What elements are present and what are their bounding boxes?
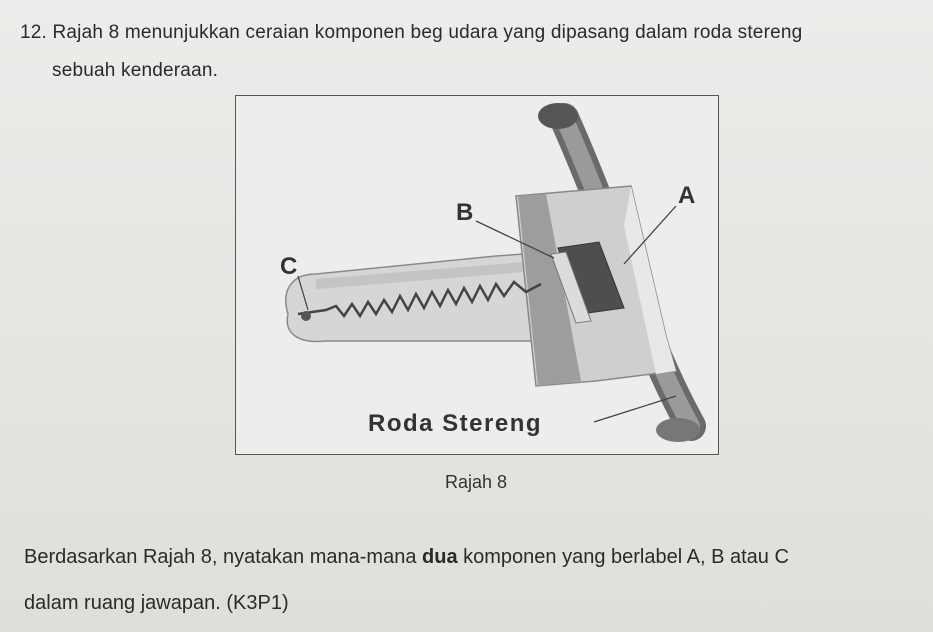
label-c: C bbox=[280, 253, 298, 280]
rim-bottom-end bbox=[656, 418, 700, 442]
connector-plug bbox=[301, 311, 311, 321]
airbag-exploded-illustration bbox=[236, 96, 720, 456]
figure-inner-title: Roda Stereng bbox=[368, 410, 543, 437]
leader-line-roda bbox=[594, 396, 676, 422]
question-text-line-1: 12. Rajah 8 menunjukkan ceraian komponen beg udara yang dipasang dalam roda stereng bbox=[20, 22, 803, 43]
label-b: B bbox=[456, 199, 474, 226]
instruction-text-part-2: komponen yang berlabel A, B atau C bbox=[457, 546, 789, 568]
rim-top-end bbox=[538, 103, 578, 129]
figure-caption: Rajah 8 bbox=[445, 472, 508, 492]
label-a: A bbox=[678, 182, 696, 209]
instruction-emphasis: dua bbox=[422, 546, 458, 568]
instruction-line-1 bbox=[24, 546, 789, 569]
figure-8-diagram bbox=[235, 95, 719, 455]
question-text-line-2: sebuah kenderaan. bbox=[52, 60, 219, 81]
instruction-text-part-1: Berdasarkan Rajah 8, nyatakan mana-mana bbox=[24, 546, 423, 568]
instruction-line-2: dalam ruang jawapan. (K3P1) bbox=[24, 592, 289, 614]
